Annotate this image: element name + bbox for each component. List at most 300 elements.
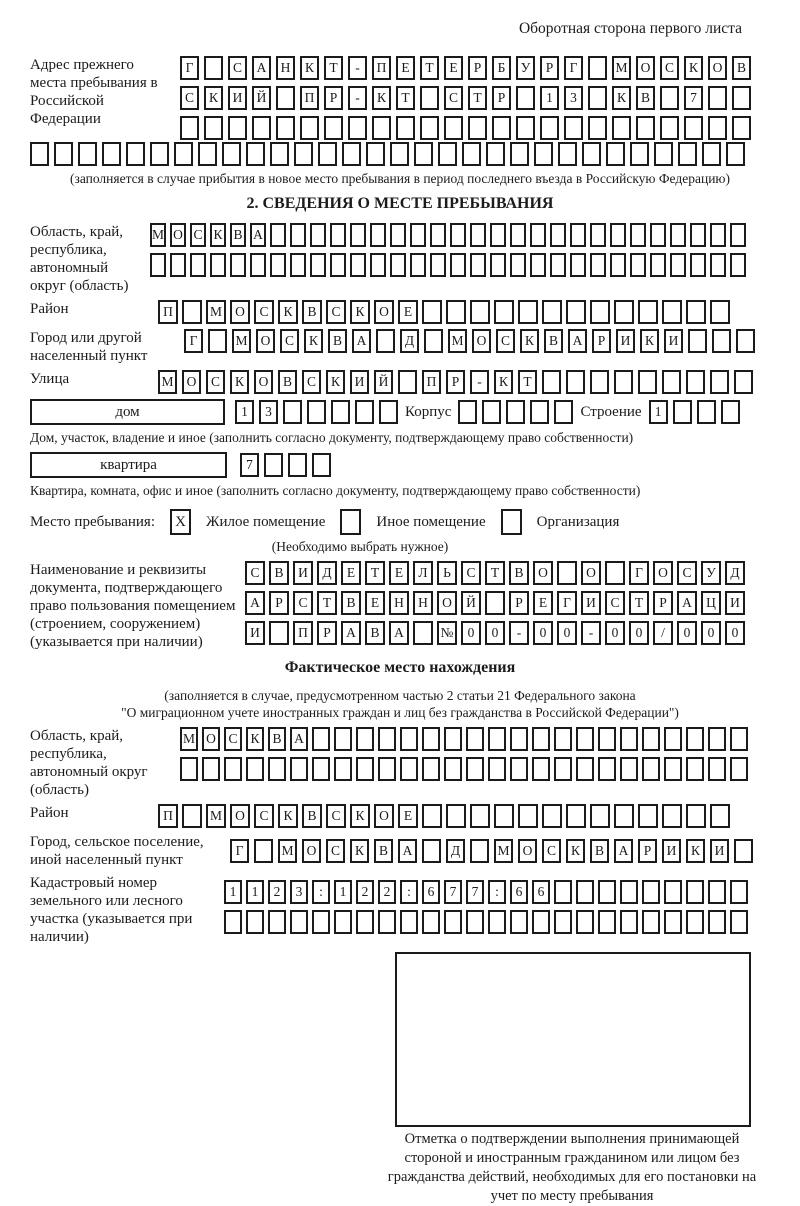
char-cell: К xyxy=(300,56,319,80)
char-cell: О xyxy=(518,839,537,863)
char-cell xyxy=(630,142,649,166)
char-cell xyxy=(610,253,626,277)
char-cell xyxy=(269,621,289,645)
char-cell: Т xyxy=(420,56,439,80)
char-cell: 1 xyxy=(246,880,264,904)
char-cell: Е xyxy=(389,561,409,585)
char-cell xyxy=(378,757,396,781)
char-cell xyxy=(444,757,462,781)
char-cell xyxy=(254,839,273,863)
char-cell xyxy=(605,561,625,585)
char-cell xyxy=(390,253,406,277)
char-cell xyxy=(510,910,528,934)
char-cell xyxy=(730,727,748,751)
char-cell xyxy=(660,116,679,140)
char-cell xyxy=(670,223,686,247)
char-cell xyxy=(268,757,286,781)
char-cell xyxy=(470,300,490,324)
char-cell: М xyxy=(150,223,166,247)
char-cell: А xyxy=(677,591,697,615)
char-cell xyxy=(458,400,477,424)
char-cell: 1 xyxy=(224,880,242,904)
stay-option-checkbox-other xyxy=(340,509,361,535)
char-cell: № xyxy=(437,621,457,645)
char-cell xyxy=(356,757,374,781)
char-cell: О xyxy=(472,329,491,353)
confirmation-mark-caption: Отметка о подтверждении выполнения принимающей стороной и иностранным гражданином или лицом без гражданства действий, необходимых для его постановки на учет по месту пребывания xyxy=(387,1131,757,1204)
char-cell xyxy=(30,142,49,166)
char-cell: - xyxy=(348,56,367,80)
char-cell: 0 xyxy=(461,621,481,645)
char-cell: С xyxy=(224,727,242,751)
char-cell: 6 xyxy=(532,880,550,904)
char-cell xyxy=(506,400,525,424)
char-cell: С xyxy=(180,86,199,110)
char-cell xyxy=(490,253,506,277)
char-cell: А xyxy=(389,621,409,645)
char-cell xyxy=(710,804,730,828)
char-cell xyxy=(444,910,462,934)
char-cell: С xyxy=(326,804,346,828)
stay-place-row xyxy=(30,509,770,535)
char-cell xyxy=(355,400,374,424)
char-cell: М xyxy=(158,370,177,394)
char-cell xyxy=(734,370,753,394)
char-cell: В xyxy=(590,839,609,863)
char-cell: С xyxy=(605,591,625,615)
char-cell: М xyxy=(180,727,198,751)
char-cell xyxy=(662,804,682,828)
char-cell xyxy=(570,253,586,277)
field-district xyxy=(30,300,770,324)
char-cell xyxy=(204,116,223,140)
char-cell xyxy=(732,116,751,140)
char-cell: 0 xyxy=(485,621,505,645)
char-cell: К xyxy=(686,839,705,863)
char-cell xyxy=(620,727,638,751)
char-cell xyxy=(642,727,660,751)
char-cell: К xyxy=(304,329,323,353)
char-cell xyxy=(488,727,506,751)
char-cell: М xyxy=(232,329,251,353)
char-boxes-row-full xyxy=(30,142,770,166)
char-cell xyxy=(710,223,726,247)
char-cell xyxy=(510,253,526,277)
house-number-boxes xyxy=(235,400,398,424)
char-cell xyxy=(318,142,337,166)
char-cell xyxy=(530,400,549,424)
char-cell xyxy=(662,300,682,324)
char-cell xyxy=(576,910,594,934)
actual-city-label: Город, сельское поселение, иной населенный пункт xyxy=(30,834,204,868)
char-cell: В xyxy=(509,561,529,585)
char-cell xyxy=(246,757,264,781)
char-cell: В xyxy=(278,370,297,394)
char-cell xyxy=(598,757,616,781)
apartment-row xyxy=(30,452,770,478)
char-cell xyxy=(312,910,330,934)
char-cell xyxy=(268,910,286,934)
char-cell xyxy=(350,253,366,277)
char-cell: Т xyxy=(396,86,415,110)
char-cell: Е xyxy=(444,56,463,80)
char-cell: - xyxy=(470,370,489,394)
char-cell: Г xyxy=(180,56,199,80)
char-cell xyxy=(642,757,660,781)
char-cell: 7 xyxy=(444,880,462,904)
district-label: Район xyxy=(30,301,69,317)
char-cell xyxy=(518,300,538,324)
char-cell xyxy=(466,727,484,751)
char-cell: К xyxy=(204,86,223,110)
char-cell xyxy=(468,116,487,140)
char-cell xyxy=(370,253,386,277)
char-cell xyxy=(678,142,697,166)
char-cell: О xyxy=(636,56,655,80)
char-cell xyxy=(642,910,660,934)
stay-place-label: Место пребывания: xyxy=(30,513,155,530)
char-cell xyxy=(420,116,439,140)
field-cadastre xyxy=(30,874,770,946)
char-cell: С xyxy=(254,300,274,324)
char-cell: Т xyxy=(468,86,487,110)
char-cell xyxy=(708,727,726,751)
char-cell: П xyxy=(158,300,178,324)
char-cell xyxy=(350,223,366,247)
char-cell xyxy=(730,253,746,277)
char-cell xyxy=(736,329,755,353)
char-cell: А xyxy=(290,727,308,751)
char-cell xyxy=(276,116,295,140)
char-cell: И xyxy=(662,839,681,863)
char-cell xyxy=(310,223,326,247)
char-cell xyxy=(170,253,186,277)
actual-district-label: Район xyxy=(30,805,69,821)
stay-choose-note: (Необходимо выбрать нужное) xyxy=(271,539,449,554)
char-cell xyxy=(664,757,682,781)
char-cell xyxy=(570,223,586,247)
char-cell xyxy=(264,453,283,477)
char-cell xyxy=(290,757,308,781)
char-cell: 1 xyxy=(334,880,352,904)
char-cell xyxy=(222,142,241,166)
char-cell xyxy=(516,86,535,110)
street-label: Улица xyxy=(30,371,70,387)
char-cell xyxy=(710,300,730,324)
char-cell: Н xyxy=(389,591,409,615)
char-cell xyxy=(590,370,609,394)
char-cell: С xyxy=(254,804,274,828)
char-cell xyxy=(288,453,307,477)
char-cell: 3 xyxy=(259,400,278,424)
char-cell xyxy=(708,880,726,904)
char-cell xyxy=(686,300,706,324)
char-cell xyxy=(190,253,206,277)
stay-option-checkbox-organization xyxy=(501,509,522,535)
char-cell xyxy=(462,142,481,166)
char-cell xyxy=(78,142,97,166)
previous-address-note: (заполняется в случае прибытия в новое место пребывания в период последнего въезда в Российскую Федерацию) xyxy=(69,171,731,186)
char-cell xyxy=(530,253,546,277)
char-cell: К xyxy=(278,300,298,324)
char-cell xyxy=(730,223,746,247)
char-cell xyxy=(230,253,246,277)
char-cell: В xyxy=(341,591,361,615)
char-cell xyxy=(422,839,441,863)
char-cell xyxy=(410,223,426,247)
char-cell: Л xyxy=(413,561,433,585)
char-cell xyxy=(673,400,692,424)
char-cell xyxy=(638,300,658,324)
char-cell: О xyxy=(437,591,457,615)
char-cell xyxy=(310,253,326,277)
char-cell: А xyxy=(568,329,587,353)
char-cell xyxy=(470,804,490,828)
char-cell: П xyxy=(300,86,319,110)
char-cell xyxy=(690,253,706,277)
char-cell: С xyxy=(302,370,321,394)
char-cell: О xyxy=(182,370,201,394)
char-cell: К xyxy=(350,300,370,324)
house-label: дом xyxy=(115,403,140,420)
char-cell: М xyxy=(612,56,631,80)
char-cell: П xyxy=(158,804,178,828)
char-cell: Е xyxy=(533,591,553,615)
char-cell: О xyxy=(302,839,321,863)
char-cell: О xyxy=(202,727,220,751)
char-cell: В xyxy=(636,86,655,110)
char-cell xyxy=(102,142,121,166)
char-cell: : xyxy=(488,880,506,904)
char-cell: О xyxy=(256,329,275,353)
char-boxes-row xyxy=(158,300,730,324)
char-cell xyxy=(400,757,418,781)
char-boxes-row xyxy=(150,253,746,277)
char-cell: К xyxy=(612,86,631,110)
char-cell xyxy=(590,253,606,277)
char-cell xyxy=(438,142,457,166)
char-cell: В xyxy=(732,56,751,80)
char-cell: Р xyxy=(317,621,337,645)
char-cell xyxy=(630,223,646,247)
char-cell: Т xyxy=(365,561,385,585)
char-cell: А xyxy=(398,839,417,863)
char-cell xyxy=(686,880,704,904)
char-cell xyxy=(532,727,550,751)
char-cell: Р xyxy=(446,370,465,394)
char-cell xyxy=(557,561,577,585)
char-cell xyxy=(444,116,463,140)
char-cell xyxy=(54,142,73,166)
char-cell xyxy=(182,300,202,324)
house-note: Дом, участок, владение и иное (заполнить согласно документу, подтверждающему право собственности) xyxy=(30,430,634,445)
char-cell: Р xyxy=(653,591,673,615)
char-cell: К xyxy=(230,370,249,394)
char-cell: : xyxy=(400,880,418,904)
char-cell: 3 xyxy=(290,880,308,904)
char-cell xyxy=(330,223,346,247)
char-cell: Р xyxy=(638,839,657,863)
char-cell: К xyxy=(350,804,370,828)
char-cell xyxy=(466,757,484,781)
char-cell xyxy=(554,910,572,934)
char-cell xyxy=(390,223,406,247)
char-cell: 1 xyxy=(540,86,559,110)
char-cell xyxy=(270,223,286,247)
char-boxes-row xyxy=(245,561,745,585)
char-cell: И xyxy=(350,370,369,394)
char-cell xyxy=(422,727,440,751)
char-cell: 6 xyxy=(422,880,440,904)
char-cell xyxy=(540,116,559,140)
char-cell: И xyxy=(581,591,601,615)
char-cell xyxy=(370,223,386,247)
char-cell: 2 xyxy=(356,880,374,904)
char-cell xyxy=(532,757,550,781)
char-cell xyxy=(638,370,657,394)
section2-title: 2. СВЕДЕНИЯ О МЕСТЕ ПРЕБЫВАНИЯ xyxy=(246,195,554,212)
char-cell: Т xyxy=(324,56,343,80)
char-cell xyxy=(182,804,202,828)
char-cell: Ц xyxy=(701,591,721,615)
char-cell: К xyxy=(278,804,298,828)
char-cell: Д xyxy=(317,561,337,585)
char-cell: И xyxy=(245,621,265,645)
char-cell xyxy=(566,370,585,394)
apartment-note: Квартира, комната, офис и иное (заполнить согласно документу, подтверждающему право собственности) xyxy=(30,483,641,498)
char-cell xyxy=(697,400,716,424)
char-cell: С xyxy=(206,370,225,394)
char-cell xyxy=(614,300,634,324)
char-cell: Д xyxy=(725,561,745,585)
char-cell: В xyxy=(544,329,563,353)
char-cell: А xyxy=(250,223,266,247)
char-cell: О xyxy=(533,561,553,585)
char-cell xyxy=(490,223,506,247)
char-cell xyxy=(684,116,703,140)
char-cell: С xyxy=(326,839,345,863)
char-cell xyxy=(650,223,666,247)
char-cell xyxy=(564,116,583,140)
char-cell xyxy=(150,142,169,166)
char-cell: П xyxy=(372,56,391,80)
char-cell xyxy=(396,116,415,140)
char-cell xyxy=(224,910,242,934)
char-cell xyxy=(688,329,707,353)
char-cell: Т xyxy=(629,591,649,615)
char-cell: С xyxy=(542,839,561,863)
char-cell xyxy=(342,142,361,166)
char-cell: С xyxy=(660,56,679,80)
char-cell xyxy=(702,142,721,166)
char-cell: 3 xyxy=(564,86,583,110)
char-cell: Р xyxy=(269,591,289,615)
char-cell: Г xyxy=(557,591,577,615)
char-cell: К xyxy=(684,56,703,80)
char-cell: К xyxy=(640,329,659,353)
actual-region-label: Область, край, республика, автономный округ (область) xyxy=(30,728,148,798)
char-cell xyxy=(356,727,374,751)
city-label: Город или другой населенный пункт xyxy=(30,330,148,364)
confirmation-mark-box xyxy=(395,952,751,1127)
char-cell xyxy=(516,116,535,140)
char-cell: А xyxy=(245,591,265,615)
char-cell xyxy=(730,880,748,904)
char-cell xyxy=(566,300,586,324)
char-cell xyxy=(554,400,573,424)
char-cell: В xyxy=(269,561,289,585)
char-cell: И xyxy=(293,561,313,585)
char-cell xyxy=(334,757,352,781)
char-cell xyxy=(246,142,265,166)
char-cell: Р xyxy=(468,56,487,80)
char-cell: 6 xyxy=(510,880,528,904)
char-boxes-row xyxy=(245,591,745,615)
char-cell xyxy=(606,142,625,166)
char-cell: - xyxy=(509,621,529,645)
field-previous-address xyxy=(30,56,770,140)
char-cell xyxy=(424,329,443,353)
char-cell: Г xyxy=(629,561,649,585)
char-cell xyxy=(510,727,528,751)
char-cell: В xyxy=(365,621,385,645)
char-cell: Й xyxy=(252,86,271,110)
char-cell: Т xyxy=(317,591,337,615)
char-cell xyxy=(518,804,538,828)
char-cell: Р xyxy=(492,86,511,110)
char-cell xyxy=(710,253,726,277)
char-cell xyxy=(532,910,550,934)
field-actual-city xyxy=(30,833,770,869)
char-cell xyxy=(348,116,367,140)
char-cell xyxy=(636,116,655,140)
char-cell xyxy=(712,329,731,353)
char-cell xyxy=(334,727,352,751)
char-cell: К xyxy=(326,370,345,394)
char-cell xyxy=(446,804,466,828)
char-cell xyxy=(576,727,594,751)
apartment-label-box xyxy=(30,452,227,478)
actual-location-note-line1: (заполняется в случае, предусмотренном частью 2 статьи 21 Федерального закона xyxy=(164,688,636,703)
char-cell xyxy=(598,727,616,751)
previous-address-label: Адрес прежнего места пребывания в Российской Федерации xyxy=(30,57,158,127)
char-cell: Г xyxy=(184,329,203,353)
char-cell xyxy=(686,804,706,828)
char-cell: 2 xyxy=(268,880,286,904)
char-cell xyxy=(630,253,646,277)
char-cell xyxy=(588,116,607,140)
char-cell xyxy=(554,757,572,781)
char-cell: Й xyxy=(374,370,393,394)
char-cell xyxy=(410,253,426,277)
char-cell xyxy=(270,142,289,166)
char-cell: У xyxy=(516,56,535,80)
char-cell xyxy=(250,253,266,277)
char-cell: С xyxy=(444,86,463,110)
char-cell: Р xyxy=(324,86,343,110)
char-cell xyxy=(614,804,634,828)
char-cell: К xyxy=(520,329,539,353)
char-cell xyxy=(730,757,748,781)
char-cell xyxy=(450,223,466,247)
char-cell: Р xyxy=(592,329,611,353)
char-cell xyxy=(494,804,514,828)
char-cell xyxy=(730,910,748,934)
char-cell xyxy=(482,400,501,424)
char-cell xyxy=(708,116,727,140)
char-cell: О xyxy=(653,561,673,585)
char-cell: Г xyxy=(564,56,583,80)
